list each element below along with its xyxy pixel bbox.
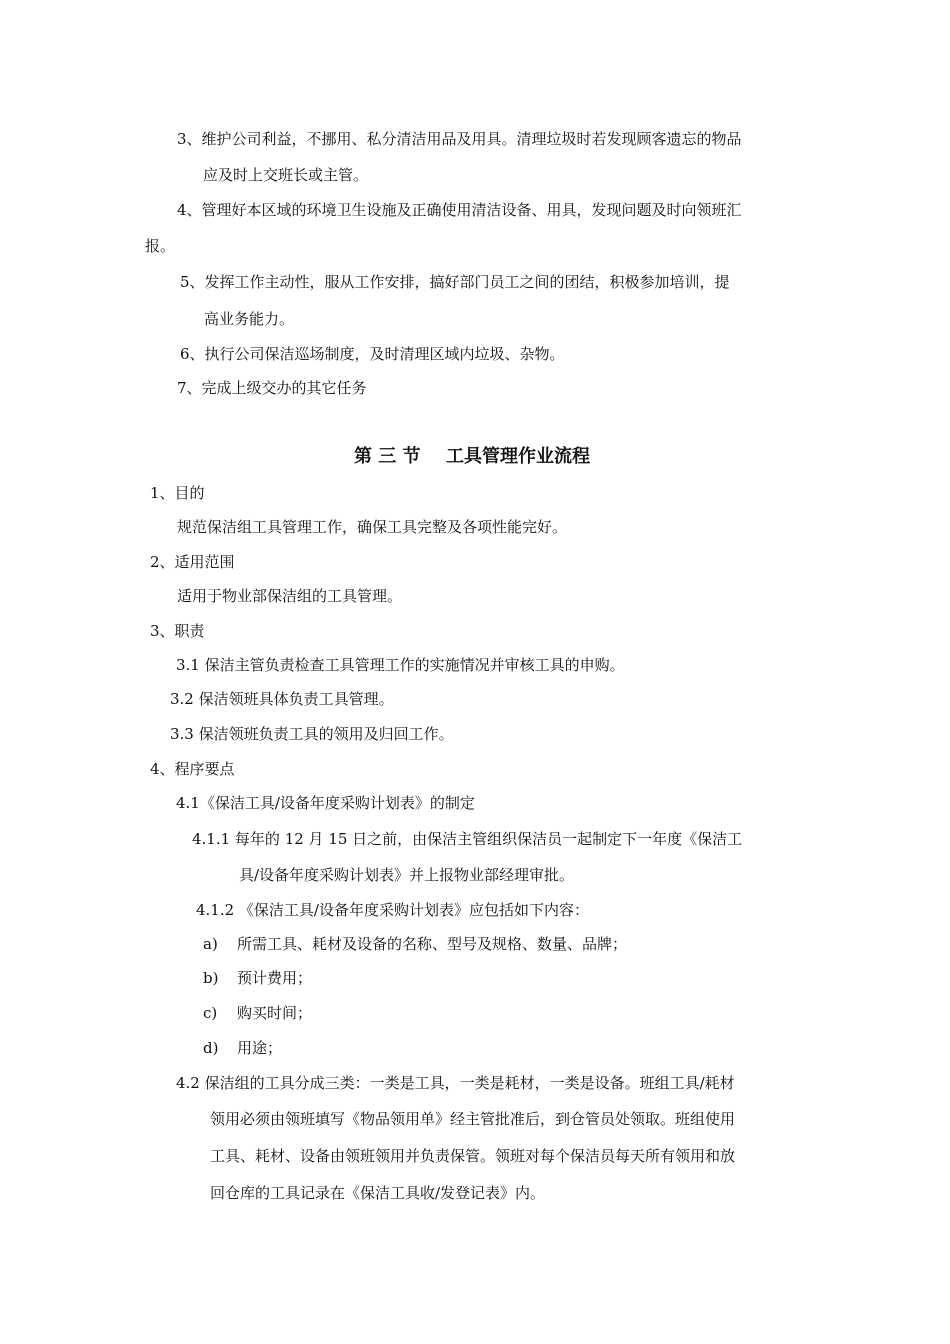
duty-item-4-line1: 4、管理好本区域的环境卫生设施及正确使用清洁设备、用具，发现问题及时向领班汇 [177,201,742,219]
scope-heading: 2、适用范围 [150,553,235,571]
purpose-text: 规范保洁组工具管理工作，确保工具完整及各项性能完好。 [177,518,568,536]
procedure-heading: 4、程序要点 [150,760,235,778]
duty-item-5-line1: 5、发挥工作主动性，服从工作安排，搞好部门员工之间的团结，积极参加培训，提 [180,273,730,291]
duty-item-7: 7、完成上级交办的其它任务 [177,379,367,397]
duty-item-3-line2: 应及时上交班长或主管。 [203,166,369,184]
procedure-4-1-1-line2: 具/设备年度采购计划表》并上报物业部经理审批。 [239,866,575,884]
list-item-b-mark: b) [203,969,219,987]
procedure-4-2-line2: 领用必须由领班填写《物品领用单》经主管批准后，到仓管员处领取。班组使用 [210,1110,736,1128]
list-item-c-mark: c) [203,1004,218,1022]
scope-text: 适用于物业部保洁组的工具管理。 [177,587,403,605]
procedure-4-1-2: 4.1.2 《保洁工具/设备年度采购计划表》应包括如下内容： [196,901,589,919]
list-item-a-mark: a) [203,935,218,953]
responsibility-3-1: 3.1 保洁主管负责检查工具管理工作的实施情况并审核工具的申购。 [176,656,625,674]
purpose-heading: 1、目的 [150,484,205,502]
procedure-4-1: 4.1《保洁工具/设备年度采购计划表》的制定 [176,794,475,812]
section-number: 第 三 节 [354,446,421,467]
procedure-4-2-line4: 回仓库的工具记录在《保洁工具收/发登记表》内。 [210,1184,546,1202]
duty-item-5-line2: 高业务能力。 [204,310,295,328]
procedure-4-2-line1: 4.2 保洁组的工具分成三类：一类是工具，一类是耗材，一类是设备。班组工具/耗材 [176,1074,735,1092]
duty-item-6: 6、执行公司保洁巡场制度，及时清理区域内垃圾、杂物。 [180,345,565,363]
section-title: 工具管理作业流程 [446,446,590,467]
list-item-a-text: 所需工具、耗材及设备的名称、型号及规格、数量、品牌； [237,935,628,953]
list-item-b-text: 预计费用； [237,969,313,987]
responsibility-heading: 3、职责 [150,622,205,640]
responsibility-3-3: 3.3 保洁领班负责工具的领用及归回工作。 [170,725,454,743]
procedure-4-2-line3: 工具、耗材、设备由领班领用并负责保管。领班对每个保洁员每天所有领用和放 [210,1147,736,1165]
list-item-c-text: 购买时间； [237,1004,313,1022]
duty-item-4-line2: 报。 [145,237,176,255]
list-item-d-text: 用途； [237,1039,283,1057]
duty-item-3-line1: 3、维护公司利益，不挪用、私分清洁用品及用具。清理垃圾时若发现顾客遗忘的物品 [177,130,742,148]
responsibility-3-2: 3.2 保洁领班具体负责工具管理。 [170,690,394,708]
list-item-d-mark: d) [203,1039,219,1057]
procedure-4-1-1-line1: 4.1.1 每年的 12 月 15 日之前，由保洁主管组织保洁员一起制定下一年度《保洁工 [192,830,743,848]
